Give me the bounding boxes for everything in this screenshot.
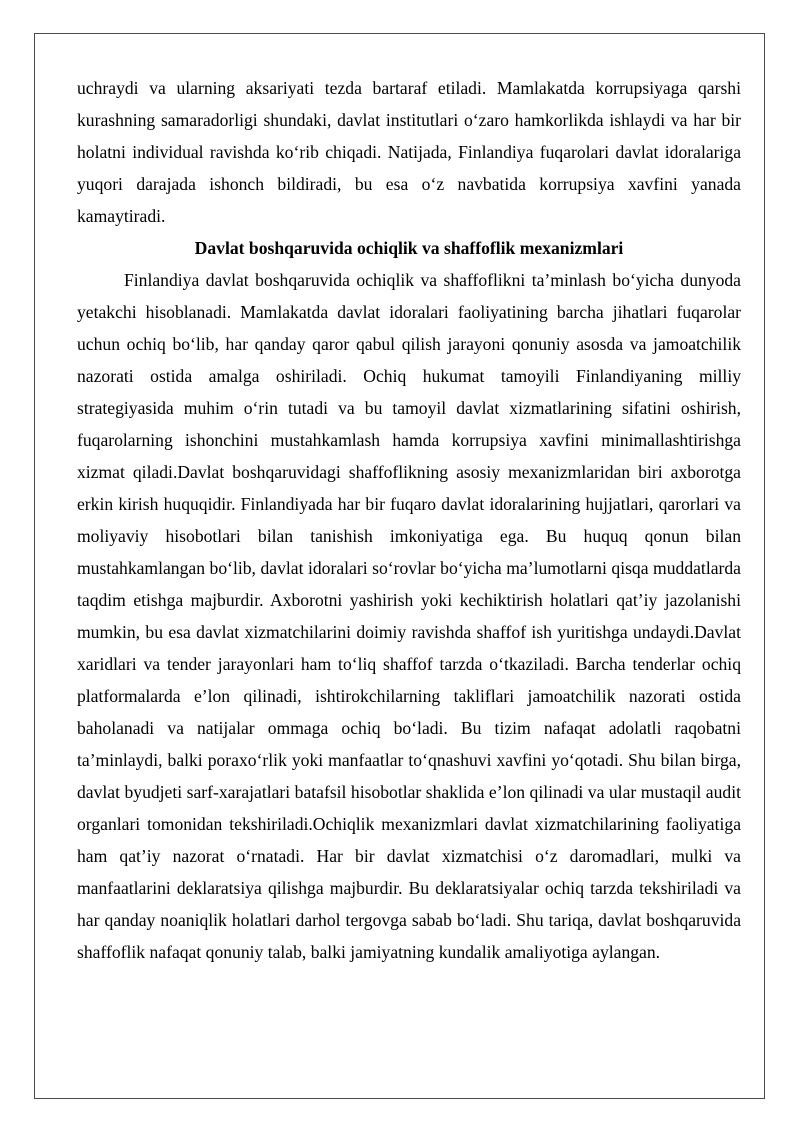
paragraph-continued: uchraydi va ularning aksariyati tezda bartaraf etiladi. Mamlakatda korrupsiyaga qarshi kurashning samaradorligi shundaki, davlat institutlari o‘zaro hamkorlikda ishlaydi va har bir holatni individual ravishda ko‘rib chiqadi. Natijada, Finlandiya fuqarolari davlat idoralariga yuqori darajada ishonch bildiradi, bu esa o‘z navbatida korrupsiya xavfini yanada kamaytiradi. [77, 78, 741, 226]
section-heading: Davlat boshqaruvida ochiqlik va shaffoflik mexanizmlari [194, 238, 624, 258]
document-body [77, 72, 741, 968]
paragraph-main: Finlandiya davlat boshqaruvida ochiqlik va shaffoflikni ta’minlash bo‘yicha dunyoda yetakchi hisoblanadi. Mamlakatda davlat idoralari faoliyatining barcha jihatlari fuqarolar uchun ochiq bo‘lib, har qanday qaror qabul qilish jarayoni qonuniy asosda va jamoatchilik nazorati ostida amalga oshiriladi. Ochiq hukumat tamoyili Finlandiyaning milliy strategiyasida muhim o‘rin tutadi va bu tamoyil davlat xizmatlarining sifatini oshirish, fuqarolarning ishonchini mustahkamlash hamda korrupsiya xavfini minimallashtirishga xizmat qiladi.Davlat boshqaruvidagi shaffoflikning asosiy mexanizmlaridan biri axborotga erkin kirish huquqidir. Finlandiyada har bir fuqaro davlat idoralarining hujjatlari, qarorlari va moliyaviy hisobotlari bilan tanishish imkoniyatiga ega. Bu huquq qonun bilan mustahkamlangan bo‘lib, davlat idoralari so‘rovlar bo‘yicha ma’lumotlarni qisqa muddatlarda taqdim etishga majburdir. Axborotni yashirish yoki kechiktirish holatlari qat’iy jazolanishi mumkin, bu esa davlat xizmatchilarini doimiy ravishda shaffof ish yuritishga undaydi.Davlat xaridlari va tender jarayonlari ham to‘liq shaffof tarzda o‘tkaziladi. Barcha tenderlar ochiq platformalarda e’lon qilinadi, ishtirokchilarning takliflari jamoatchilik nazorati ostida baholanadi va natijalar ommaga ochiq bo‘ladi. Bu tizim nafaqat adolatli raqobatni ta’minlaydi, balki poraxo‘rlik yoki manfaatlar to‘qnashuvi xavfini yo‘qotadi. Shu bilan birga, davlat byudjeti sarf-xarajatlari batafsil hisobotlar shaklida e’lon qilinadi va ular mustaqil audit organlari tomonidan tekshiriladi.Ochiqlik mexanizmlari davlat xizmatchilarining faoliyatiga ham qat’iy nazorat o‘rnatadi. Har bir davlat xizmatchisi o‘z daromadlari, mulki va manfaatlarini deklaratsiya qilishga majburdir. Bu deklaratsiyalar ochiq tarzda tekshiriladi va har qanday noaniqlik holatlari darhol tergovga sabab bo‘ladi. Shu tariqa, davlat boshqaruvida shaffoflik nafaqat qonuniy talab, balki jamiyatning kundalik amaliyotiga aylangan. [77, 270, 741, 962]
